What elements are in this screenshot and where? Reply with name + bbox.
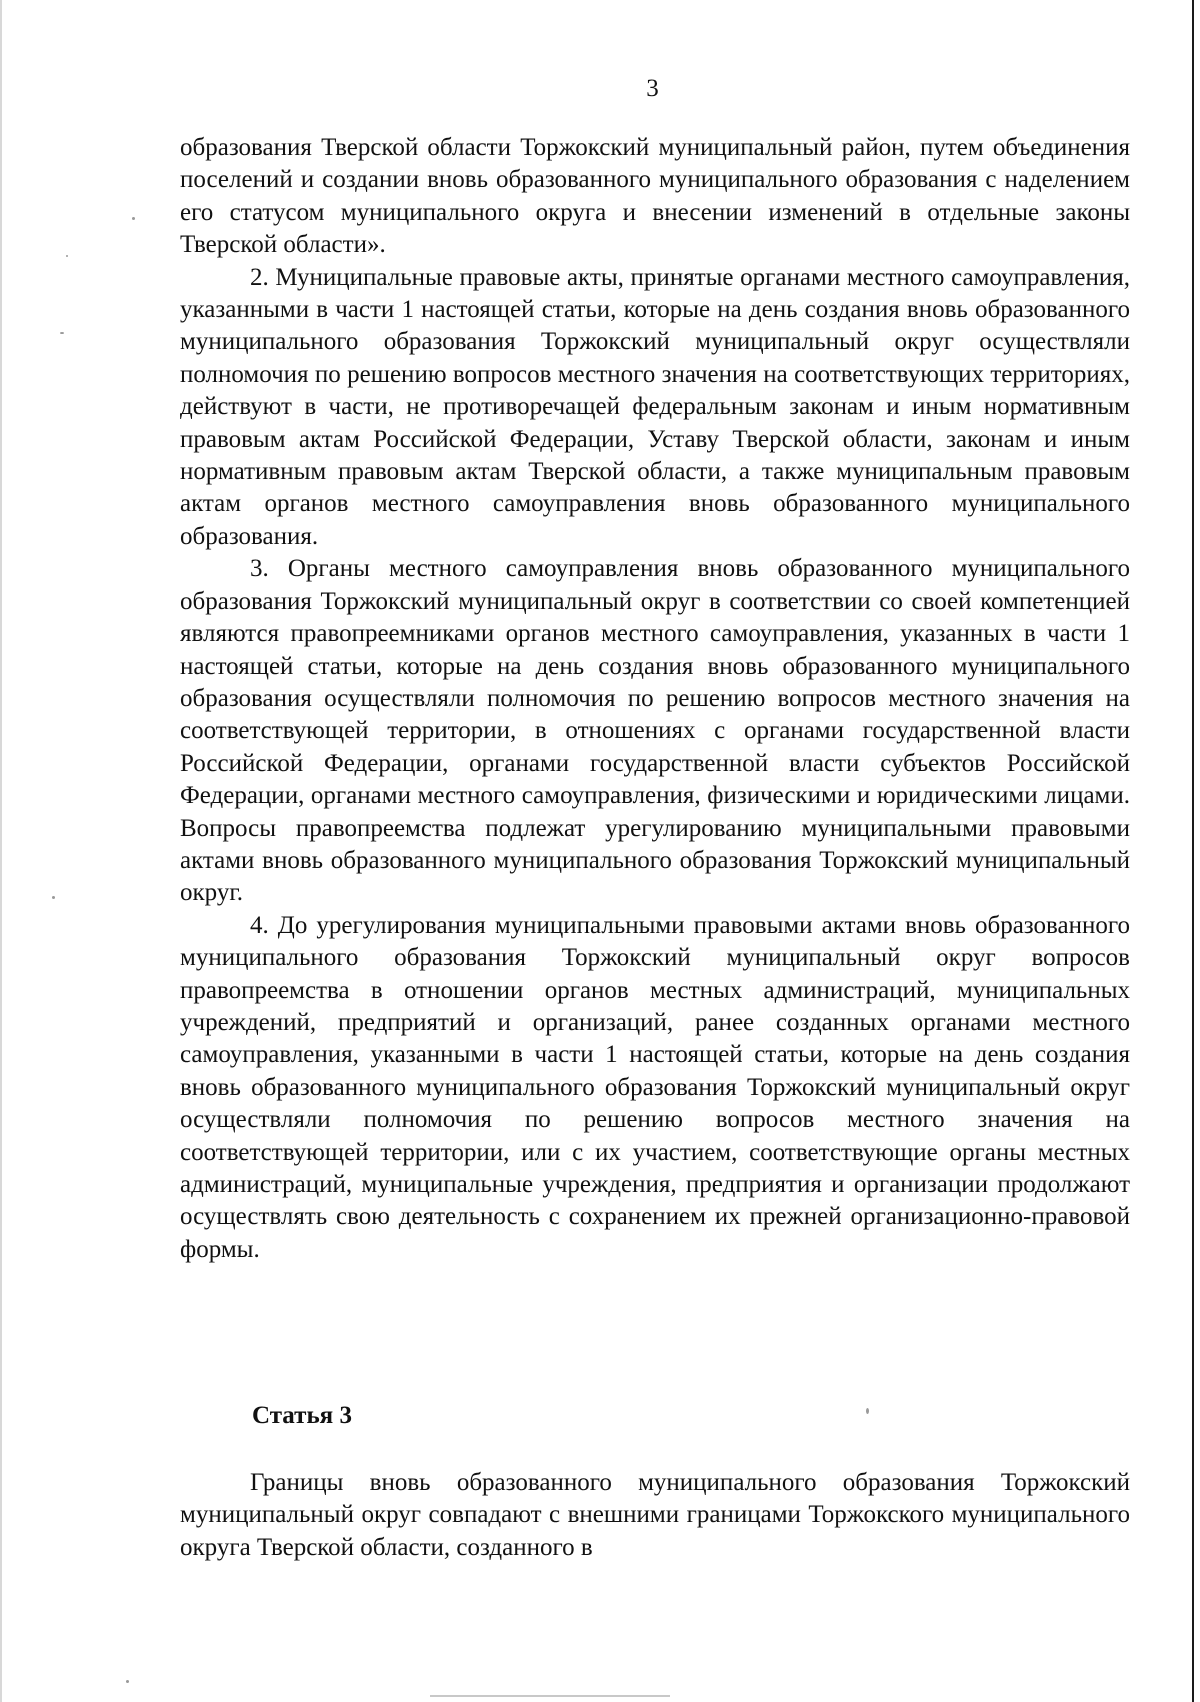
scan-speck <box>66 255 68 257</box>
paragraph-item-4: 4. До урегулирования муниципальными правовыми актами вновь образованного муниципального образования Торжокский муниципальный округ вопросов правопреемства в отношении органов местных администраций, муниципальных учреждений, предприятий и организаций, ранее созданных органами местного самоуправления, указанными в части 1 настоящей статьи, которые на день создания вновь образованного муниципального образования Торжокский муниципальный округ осуществляли полномочия по решению вопросов местного значения на соответствующей территории, или с их участием, соответствующие органы местных администраций, муниципальные учреждения, предприятия и организации продолжают осуществлять свою деятельность с сохранением их прежней организационно-правовой формы. <box>180 911 1130 1263</box>
article-3-paragraph: Границы вновь образованного муниципального образования Торжокский муниципальный округ совпадают с внешними границами Торжокского муниципального округа Тверской области, созданного в <box>180 1469 1130 1561</box>
paragraph-continuation: образования Тверской области Торжокский муниципальный район, путем объединения поселений и создании вновь образованного муниципального образования с наделением его статусом муниципального округа и внесении изменений в отдельные законы Тверской области». <box>180 134 1130 259</box>
paragraph-item-2: 2. Муниципальные правовые акты, принятые органами местного самоуправления, указанными в части 1 настоящей статьи, которые на день создания вновь образованного муниципального образования Торжокский муниципальный округ осуществляли полномочия по решению вопросов местного значения на соответствующих территориях, действуют в части, не противоречащей федеральным законам и иным нормативным правовым актам Российской Федерации, Уставу Тверской области, законам и иным нормативным правовым актам Тверской области, а также муниципальным правовым актам органов местного самоуправления вновь образованного муниципального образования. <box>180 263 1130 550</box>
scan-right-edge <box>1192 0 1194 1702</box>
paragraph-item-3: 3. Органы местного самоуправления вновь образованного муниципального образования Торжокский муниципальный округ в соответствии со своей компетенцией являются правопреемниками органов местного самоуправления, указанных в части 1 настоящей статьи, которые на день создания вновь образованного муниципального образования осуществляли полномочия по решению вопросов местного значения на соответствующей территории, в отношениях с органами государственной власти Российской Федерации, органами государственной власти субъектов Российской Федерации, органами местного самоуправления, физическими и юридическими лицами. Вопросы правопреемства подлежат урегулированию муниципальными правовыми актами вновь образованного муниципального образования Торжокский муниципальный округ. <box>180 555 1130 907</box>
scan-speck <box>132 217 135 220</box>
scan-left-edge <box>0 0 2 1702</box>
article-heading: Статья 3 <box>252 1402 352 1429</box>
page-number: 3 <box>646 75 659 102</box>
scan-speck <box>126 1680 129 1683</box>
scan-speck <box>866 1408 869 1414</box>
scan-speck <box>60 332 64 334</box>
article-3-body <box>180 1467 1130 1564</box>
scan-speck <box>52 896 55 899</box>
article-body <box>180 132 1130 1266</box>
scan-smudge <box>430 1695 670 1697</box>
